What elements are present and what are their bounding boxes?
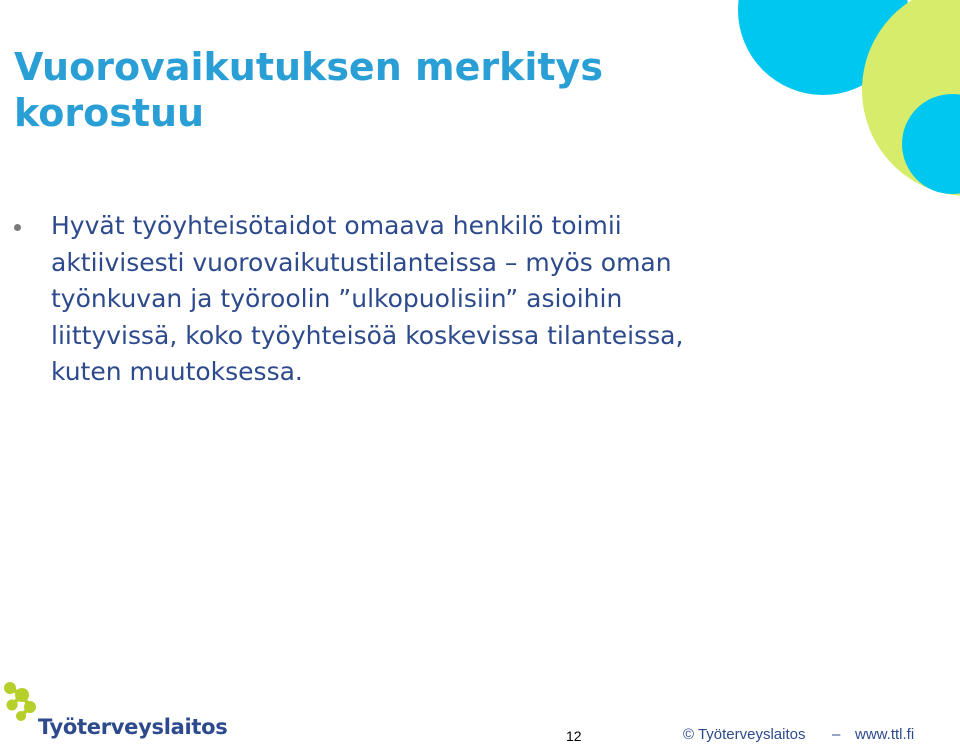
footer-url: www.ttl.fi [855,726,915,743]
cyan-circle-small [902,94,960,194]
bullet-dot-icon [14,224,21,231]
ttl-logo [0,678,228,748]
bullet-text: Hyvät työyhteisötaidot omaava henkilö toimii aktiivisesti vuorovaikutustilanteissa – myös oman työnkuvan ja työroolin ”ulkopuolisiin” asioihin liittyvissä, koko työyhteisöä koskevissa tilanteissa, kuten muutoksessa. [51,211,684,386]
footer-dash: – [832,726,841,743]
page-number: 12 [566,728,582,744]
bullet-list [14,208,704,391]
logo-text: Työterveyslaitos [38,715,228,739]
lime-circle [862,0,960,196]
footer-copyright: © Työterveyslaitos [683,726,806,743]
slide-title: Vuorovaikutuksen merkitys korostuu [14,45,603,135]
cyan-circle-large [738,0,908,95]
bullet-item [14,208,704,391]
